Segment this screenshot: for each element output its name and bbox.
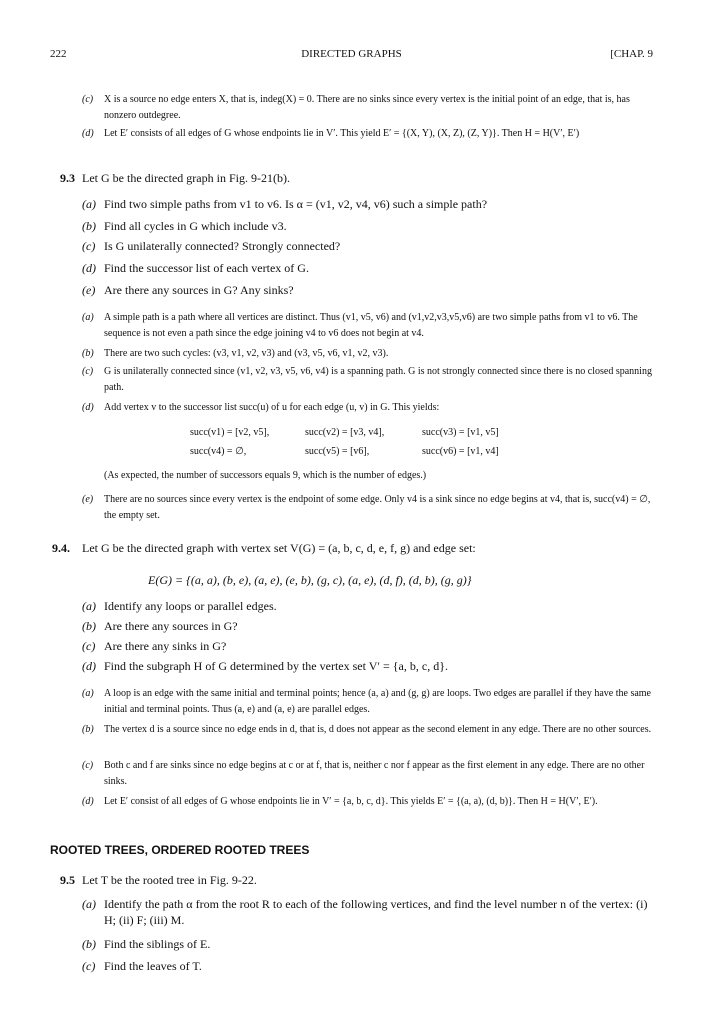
problem-intro: Let G be the directed graph with vertex set V(G) = (a, b, c, d, e, f, g) and edge set:: [82, 541, 476, 555]
problem-number: 9.3: [60, 171, 75, 185]
problem-intro: Let G be the directed graph in Fig. 9-21(b).: [82, 171, 290, 185]
page-number: 222: [50, 48, 67, 60]
running-header: [50, 48, 653, 64]
problem-number: 9.5: [60, 873, 75, 887]
problem-intro: Let T be the rooted tree in Fig. 9-22.: [82, 873, 257, 887]
textbook-page: 222 DIRECTED GRAPHS [CHAP. 9 (c) X is a source no edge enters X, that is, indeg(X) = 0. There are no sinks since every vertex is the initial point of an edge, that is, has nonzero outdegree. (d) Let E′ consists of all edges of G whose endpoints lie in V′. This yield E′ = {(X, Y), (X, Z), (Z, Y)}. Then H = H(V′, E′) 9.3 Let G be the directed graph in Fig. 9-21(b). (a) Find two simple paths from v1 to v6. Is α = (v1, v2, v4, v6) such a simple path? (b) Find all cycles in G which include v3. (c) Is G unilaterally connected? Strongly connected? (d) Find the successor list of each vertex of G. (e) Are there any sources in G? Any sinks? (a) A simple path is a path where all vertices are distinct. Thus (v1, v5, v6) and (v1,v2,v3,v5,v6) are two simple paths from v1 to v6. The sequence is not even a path since the edge joining v4 to v6 does not begin at v4. (b) There are two such cycles: (v3, v1, v2, v3) and (v3, v5, v6, v1, v2, v3). (c) G is unilaterally connected since (v1, v2, v3, v5, v6, v4) is a spanning path. G is not strongly connected since there is no closed spanning path. (d) Add vertex v to the successor list succ(u) of u for each edge (u, v) in G. This yields: succ(v1) = [v2, v5], succ(v2) = [v3, v4], succ(v3) = [v1, v5] succ(v4) = ∅, succ(v5) = [v6], succ(v6) = [v1, v4] (As expected, the number of successors equals 9, which is the number of edges.) (e) There are no sources since every vertex is the endpoint of some edge. Only v4 is a sink since no edge begins at v4, that is, succ(v4) = ∅, the empty set. 9.4. Let G be the directed graph with vertex set V(G) = (a, b, c, d, e, f, g) and edge set: E(G) = {(a, a), (b, e), (a, e), (e, b), (g, c), (a, e), (d, f), (d, b), (g, g)} (a) Identify any loops or parallel edges. (b) Are there any sources in G? (c) Are there any sinks in G? (d) Find the subgraph H of G determined by the vertex set V′ = {a, b, c, d}. (a) A loop is an edge with the same initial and terminal points; hence (a, a) and (g, g) are loops. Two edges are parallel if they have the same initial and terminal points. Thus (a, e) and (a, e) are parallel edges. (b) The vertex d is a source since no edge ends in d, that is, d does not appear as the second element in any edge. There are no other sources. (c) Both c and f are sinks since no edge begins at c or at f, that is, neither c nor f appear as the first element in any edge. There are no other sinks. (d) Let E′ consist of all edges of G whose endpoints lie in V′ = {a, b, c, d}. This yields E′ = {(a, a), (d, b)}. Then H = H(V′, E′). ROOTED TREES, ORDERED ROOTED TREES 9.5 Let T be the rooted tree in Fig. 9-22. (a) Identify the path α from the root R to each of the following vertices, and find the level number n of the vertex: (i) H; (ii) F; (iii) M. (b) Find the siblings of E. (c) Find the leaves of T.: [50, 48, 653, 973]
problem-number: 9.4.: [52, 541, 70, 555]
running-title: DIRECTED GRAPHS: [301, 48, 402, 60]
section-heading: ROOTED TREES, ORDERED ROOTED TREES: [50, 843, 310, 857]
chapter-label: [CHAP. 9: [610, 48, 653, 60]
